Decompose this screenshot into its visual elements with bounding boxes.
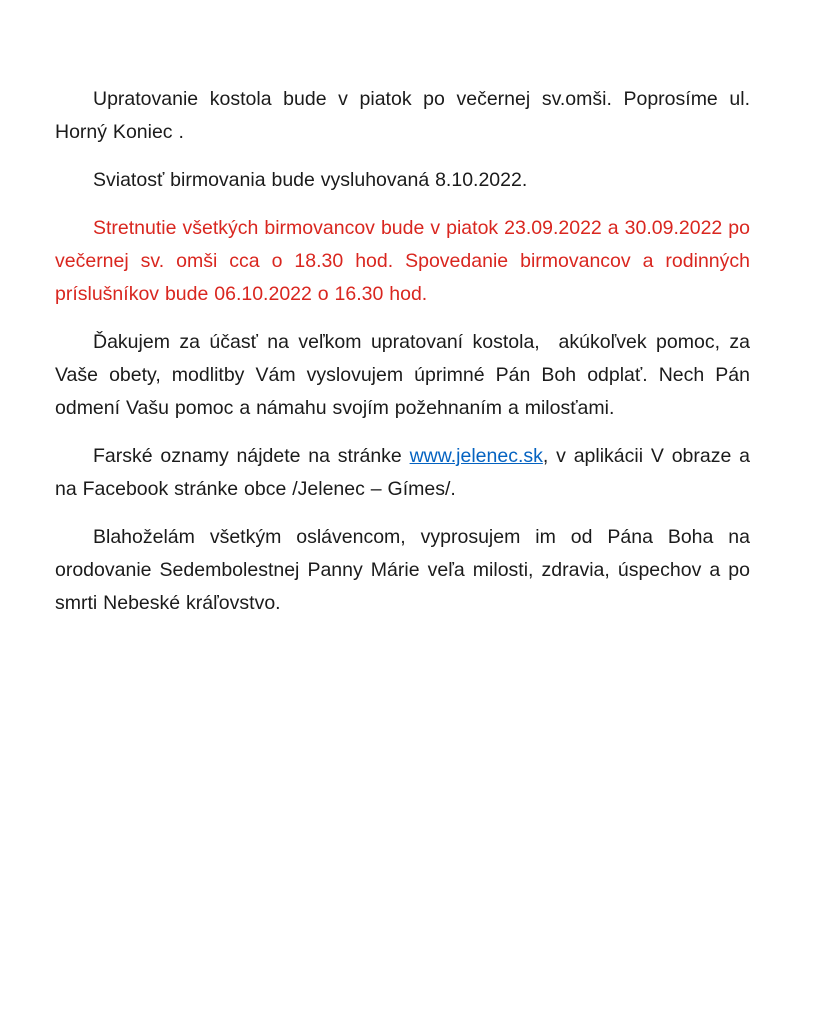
- oznamy-text-after-link: , v aplikácii V obraze a na Facebook stránke obce /Jelenec – Gímes/.: [55, 445, 750, 500]
- paragraph-farske-oznamy: [55, 440, 750, 506]
- paragraph-upratovanie: Upratovanie kostola bude v piatok po večernej sv.omši. Poprosíme ul. Horný Koniec .: [55, 88, 750, 143]
- paragraph-sviatost-birmovania: Sviatosť birmovania bude vysluhovaná 8.10.2022.: [93, 169, 528, 191]
- paragraph-blahozelam: Blahoželám všetkým oslávencom, vyprosujem im od Pána Boha na orodovanie Sedembolestnej Panny Márie veľa milosti, zdravia, úspechov a po smrti Nebeské kráľovstvo.: [55, 526, 750, 614]
- oznamy-text-before-link: Farské oznamy nájdete na stránke: [93, 445, 410, 467]
- paragraph-dakujem: Ďakujem za účasť na veľkom upratovaní kostola, akúkoľvek pomoc, za Vaše obety, modlitby Vám vyslovujem úprimné Pán Boh odplať. Nech Pán odmení Vašu pomoc a námahu svojím požehnaním a milosťami.: [55, 331, 750, 419]
- paragraph-stretnutie-birmovancov: Stretnutie všetkých birmovancov bude v piatok 23.09.2022 a 30.09.2022 po večernej sv. omši cca o 18.30 hod. Spovedanie birmovancov a rodinných príslušníkov bude 06.10.2022 o 16.30 hod.: [55, 217, 750, 305]
- jelenec-website-link[interactable]: www.jelenec.sk: [409, 445, 543, 467]
